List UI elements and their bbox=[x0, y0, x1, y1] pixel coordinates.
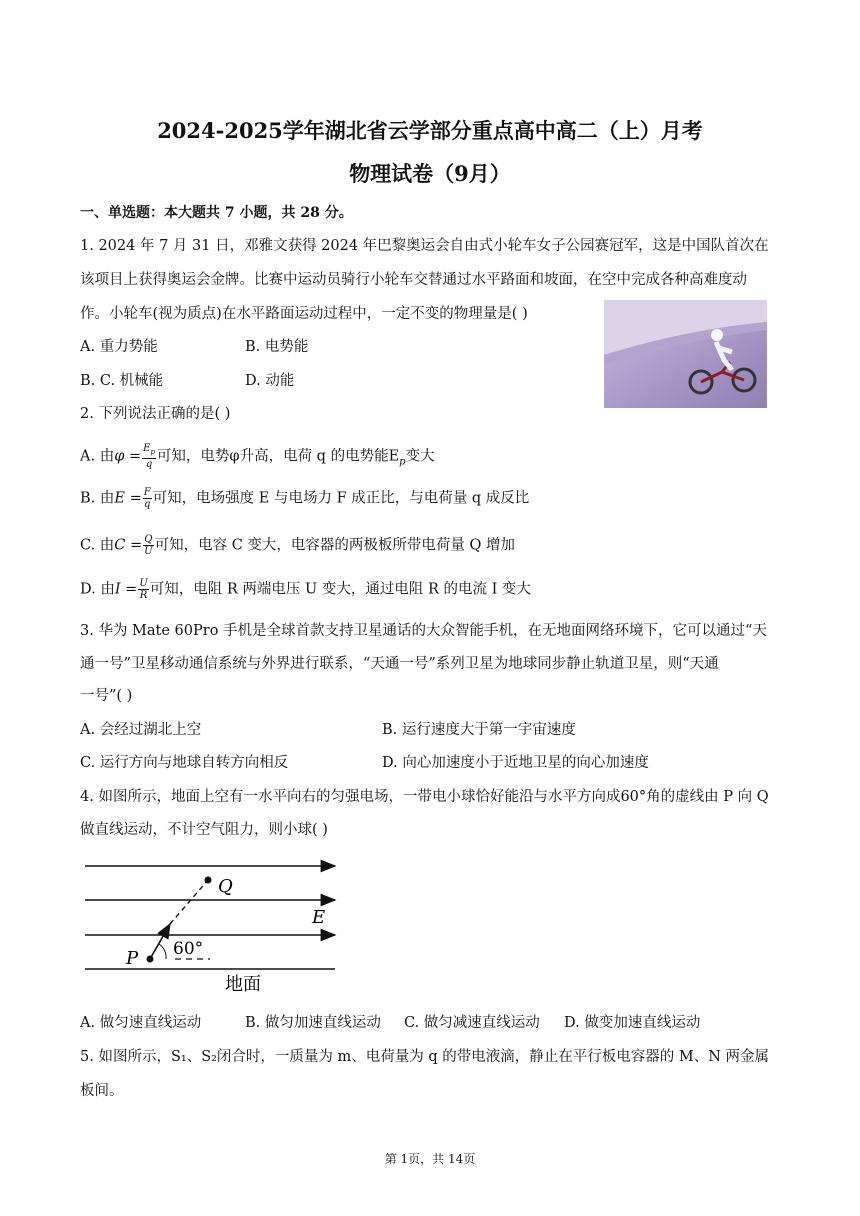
q4-option-d: D. 做变加速直线运动 bbox=[564, 1015, 701, 1031]
page-subtitle: 物理试卷（9月） bbox=[349, 161, 511, 186]
q1-option-a: A. 重力势能 bbox=[80, 339, 158, 355]
label-e: E bbox=[312, 907, 326, 928]
q2-d-lhs: I = bbox=[114, 581, 138, 598]
q4-option-a: A. 做匀速直线运动 bbox=[80, 1015, 202, 1031]
angle-arc bbox=[159, 944, 166, 959]
q2-stem: 2. 下列说法正确的是( ) bbox=[80, 406, 231, 422]
q3-option-b: B. 运行速度大于第一宇宙速度 bbox=[382, 722, 576, 738]
q2-b-text: 可知，电场强度 E 与电场力 F 成正比，与电荷量 q 成反比 bbox=[152, 490, 530, 507]
q3-line1: 3. 华为 Mate 60Pro 手机是全球首款支持卫星通话的大众智能手机，在无地面网络环境下，它可以通过“天 bbox=[80, 623, 767, 639]
q1-option-b: B. 电势能 bbox=[245, 339, 309, 355]
q5-line1: 5. 如图所示，S₁、S₂闭合时，一质量为 m、电荷量为 q 的带电液滴，静止在平行板电容器的 M、N 两金属 bbox=[80, 1049, 770, 1065]
q3-option-c: C. 运行方向与地球自转方向相反 bbox=[80, 755, 289, 771]
point-p bbox=[147, 956, 154, 963]
q2-a-subscript: p bbox=[150, 448, 155, 456]
q2-c-denominator: U bbox=[144, 546, 153, 557]
velocity-arrow bbox=[150, 924, 170, 959]
q2-c-prefix: C. 由 bbox=[80, 537, 115, 554]
q5-line2: 板间。 bbox=[80, 1083, 124, 1099]
q2-d-numerator: U bbox=[139, 578, 148, 589]
q3-line3: 一号”( ) bbox=[80, 688, 133, 704]
q2-a-fraction bbox=[142, 443, 156, 470]
q2-a-numerator: E bbox=[143, 443, 151, 454]
q2-b-denominator: q bbox=[143, 499, 151, 510]
q4-line1: 4. 如图所示，地面上空有一水平向右的匀强电场，一带电小球恰好能沿与水平方向成60°角的虚线由 P 向 Q bbox=[80, 789, 769, 805]
q3-option-a: A. 会经过湖北上空 bbox=[80, 722, 202, 738]
q2-a-text: 可知，电势φ升高，电荷 q 的电势能E bbox=[156, 448, 400, 465]
q3-option-d: D. 向心加速度小于近地卫星的向心加速度 bbox=[382, 755, 649, 771]
q1-line3: 作。小轮车(视为质点)在水平路面运动过程中，一定不变的物理量是( ) bbox=[80, 306, 528, 322]
q2-c-text: 可知，电容 C 变大，电容器的两极板所带电荷量 Q 增加 bbox=[154, 537, 516, 554]
electric-field-diagram bbox=[80, 848, 350, 998]
q2-a-denominator: q bbox=[145, 459, 153, 470]
q2-d-text: 可知，电阻 R 两端电压 U 变大，通过电阻 R 的电流 I 变大 bbox=[149, 581, 531, 598]
path-dashed-line bbox=[170, 880, 208, 924]
q1-option-c: B. C. 机械能 bbox=[80, 373, 164, 389]
q2-b-fraction bbox=[143, 487, 152, 510]
q2-c-numerator: Q bbox=[144, 534, 153, 545]
q2-option-b bbox=[80, 487, 529, 510]
q2-a-lhs: φ = bbox=[114, 448, 142, 465]
q2-d-denominator: R bbox=[139, 590, 148, 601]
label-ground: 地面 bbox=[225, 974, 261, 995]
q2-a-prefix: A. 由 bbox=[80, 448, 115, 465]
q2-option-c bbox=[80, 534, 515, 557]
q1-option-d: D. 动能 bbox=[245, 373, 295, 389]
page-title: 2024-2025学年湖北省云学部分重点高中高二（上）月考 bbox=[157, 118, 703, 143]
page-footer: 第 1页，共 14页 bbox=[384, 1152, 476, 1166]
q2-option-d bbox=[80, 578, 531, 601]
q1-line2: 该项目上获得奥运会金牌。比赛中运动员骑行小轮车交替通过水平路面和坡面，在空中完成各种高难度动 bbox=[80, 272, 747, 288]
q2-d-prefix: D. 由 bbox=[80, 581, 115, 598]
q2-b-lhs: E = bbox=[114, 490, 142, 507]
label-angle: 60° bbox=[173, 939, 204, 959]
section-heading: 一、单选题：本大题共 7 小题，共 28 分。 bbox=[80, 205, 353, 221]
point-q bbox=[205, 877, 212, 884]
q4-option-b: B. 做匀加速直线运动 bbox=[245, 1015, 381, 1031]
q2-a-ep-subscript: p bbox=[399, 456, 406, 468]
q2-a-end: 变大 bbox=[405, 448, 435, 465]
q1-line1: 1. 2024 年 7 月 31 日，邓雅文获得 2024 年巴黎奥运会自由式小轮车女子公园赛冠军，这是中国队首次在 bbox=[80, 238, 769, 254]
q2-b-numerator: F bbox=[143, 487, 151, 498]
q4-option-c: C. 做匀减速直线运动 bbox=[404, 1015, 540, 1031]
q3-line2: 通一号”卫星移动通信系统与外界进行联系，“天通一号”系列卫星为地球同步静止轨道卫星，则“天通 bbox=[80, 656, 719, 672]
q2-option-a bbox=[80, 443, 435, 472]
q2-c-lhs: C = bbox=[114, 537, 143, 554]
q2-d-fraction bbox=[138, 578, 148, 601]
q4-line2: 做直线运动，不计空气阻力，则小球( ) bbox=[80, 822, 328, 838]
label-p: P bbox=[126, 948, 139, 969]
q2-c-fraction bbox=[143, 534, 153, 557]
bmx-rider-photo bbox=[604, 300, 767, 408]
q2-b-prefix: B. 由 bbox=[80, 490, 115, 507]
label-q: Q bbox=[218, 876, 233, 897]
